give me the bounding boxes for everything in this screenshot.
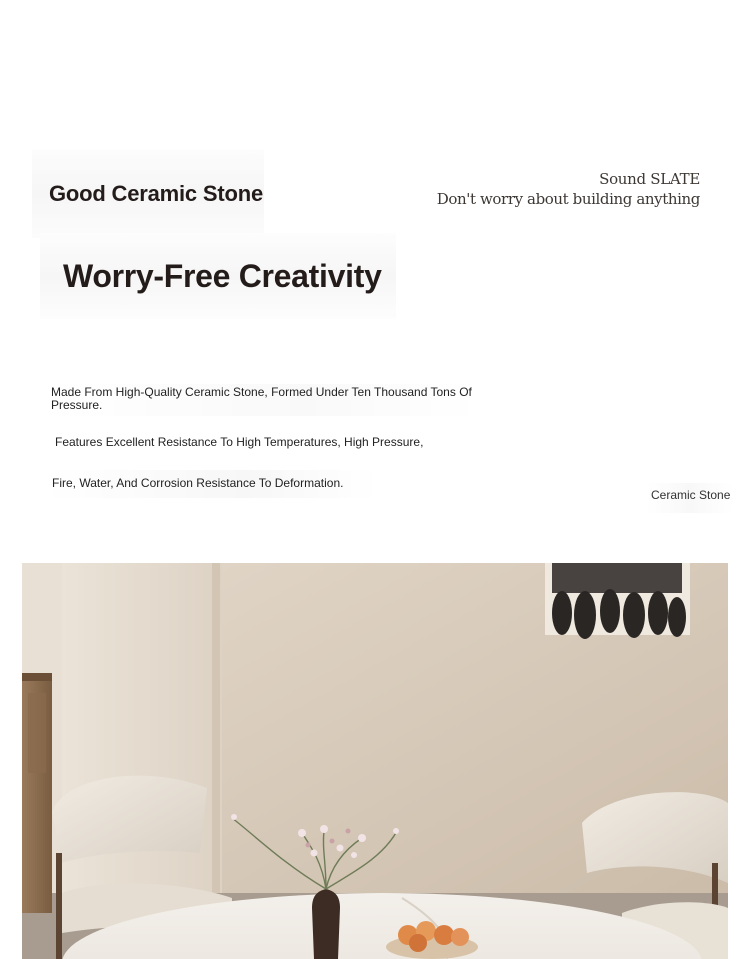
brand-block	[437, 170, 700, 210]
dining-room-illustration	[22, 563, 728, 959]
dining-room-photo	[22, 563, 728, 959]
brand-tagline: Don't worry about building anything	[436, 190, 700, 208]
product-title: Good Ceramic Stone	[32, 150, 264, 238]
headline: Worry-Free Creativity	[40, 233, 396, 319]
description-line-3: Fire, Water, And Corrosion Resistance To Deformation.	[44, 470, 378, 498]
brand-name: Sound SLATE	[599, 170, 700, 188]
description-line-1: Made From High-Quality Ceramic Stone, Formed Under Ten Thousand Tons Of Pressure.	[41, 384, 479, 416]
material-label: Ceramic Stone	[646, 483, 734, 513]
description-line-2: Features Excellent Resistance To High Temperatures, High Pressure,	[55, 435, 424, 449]
